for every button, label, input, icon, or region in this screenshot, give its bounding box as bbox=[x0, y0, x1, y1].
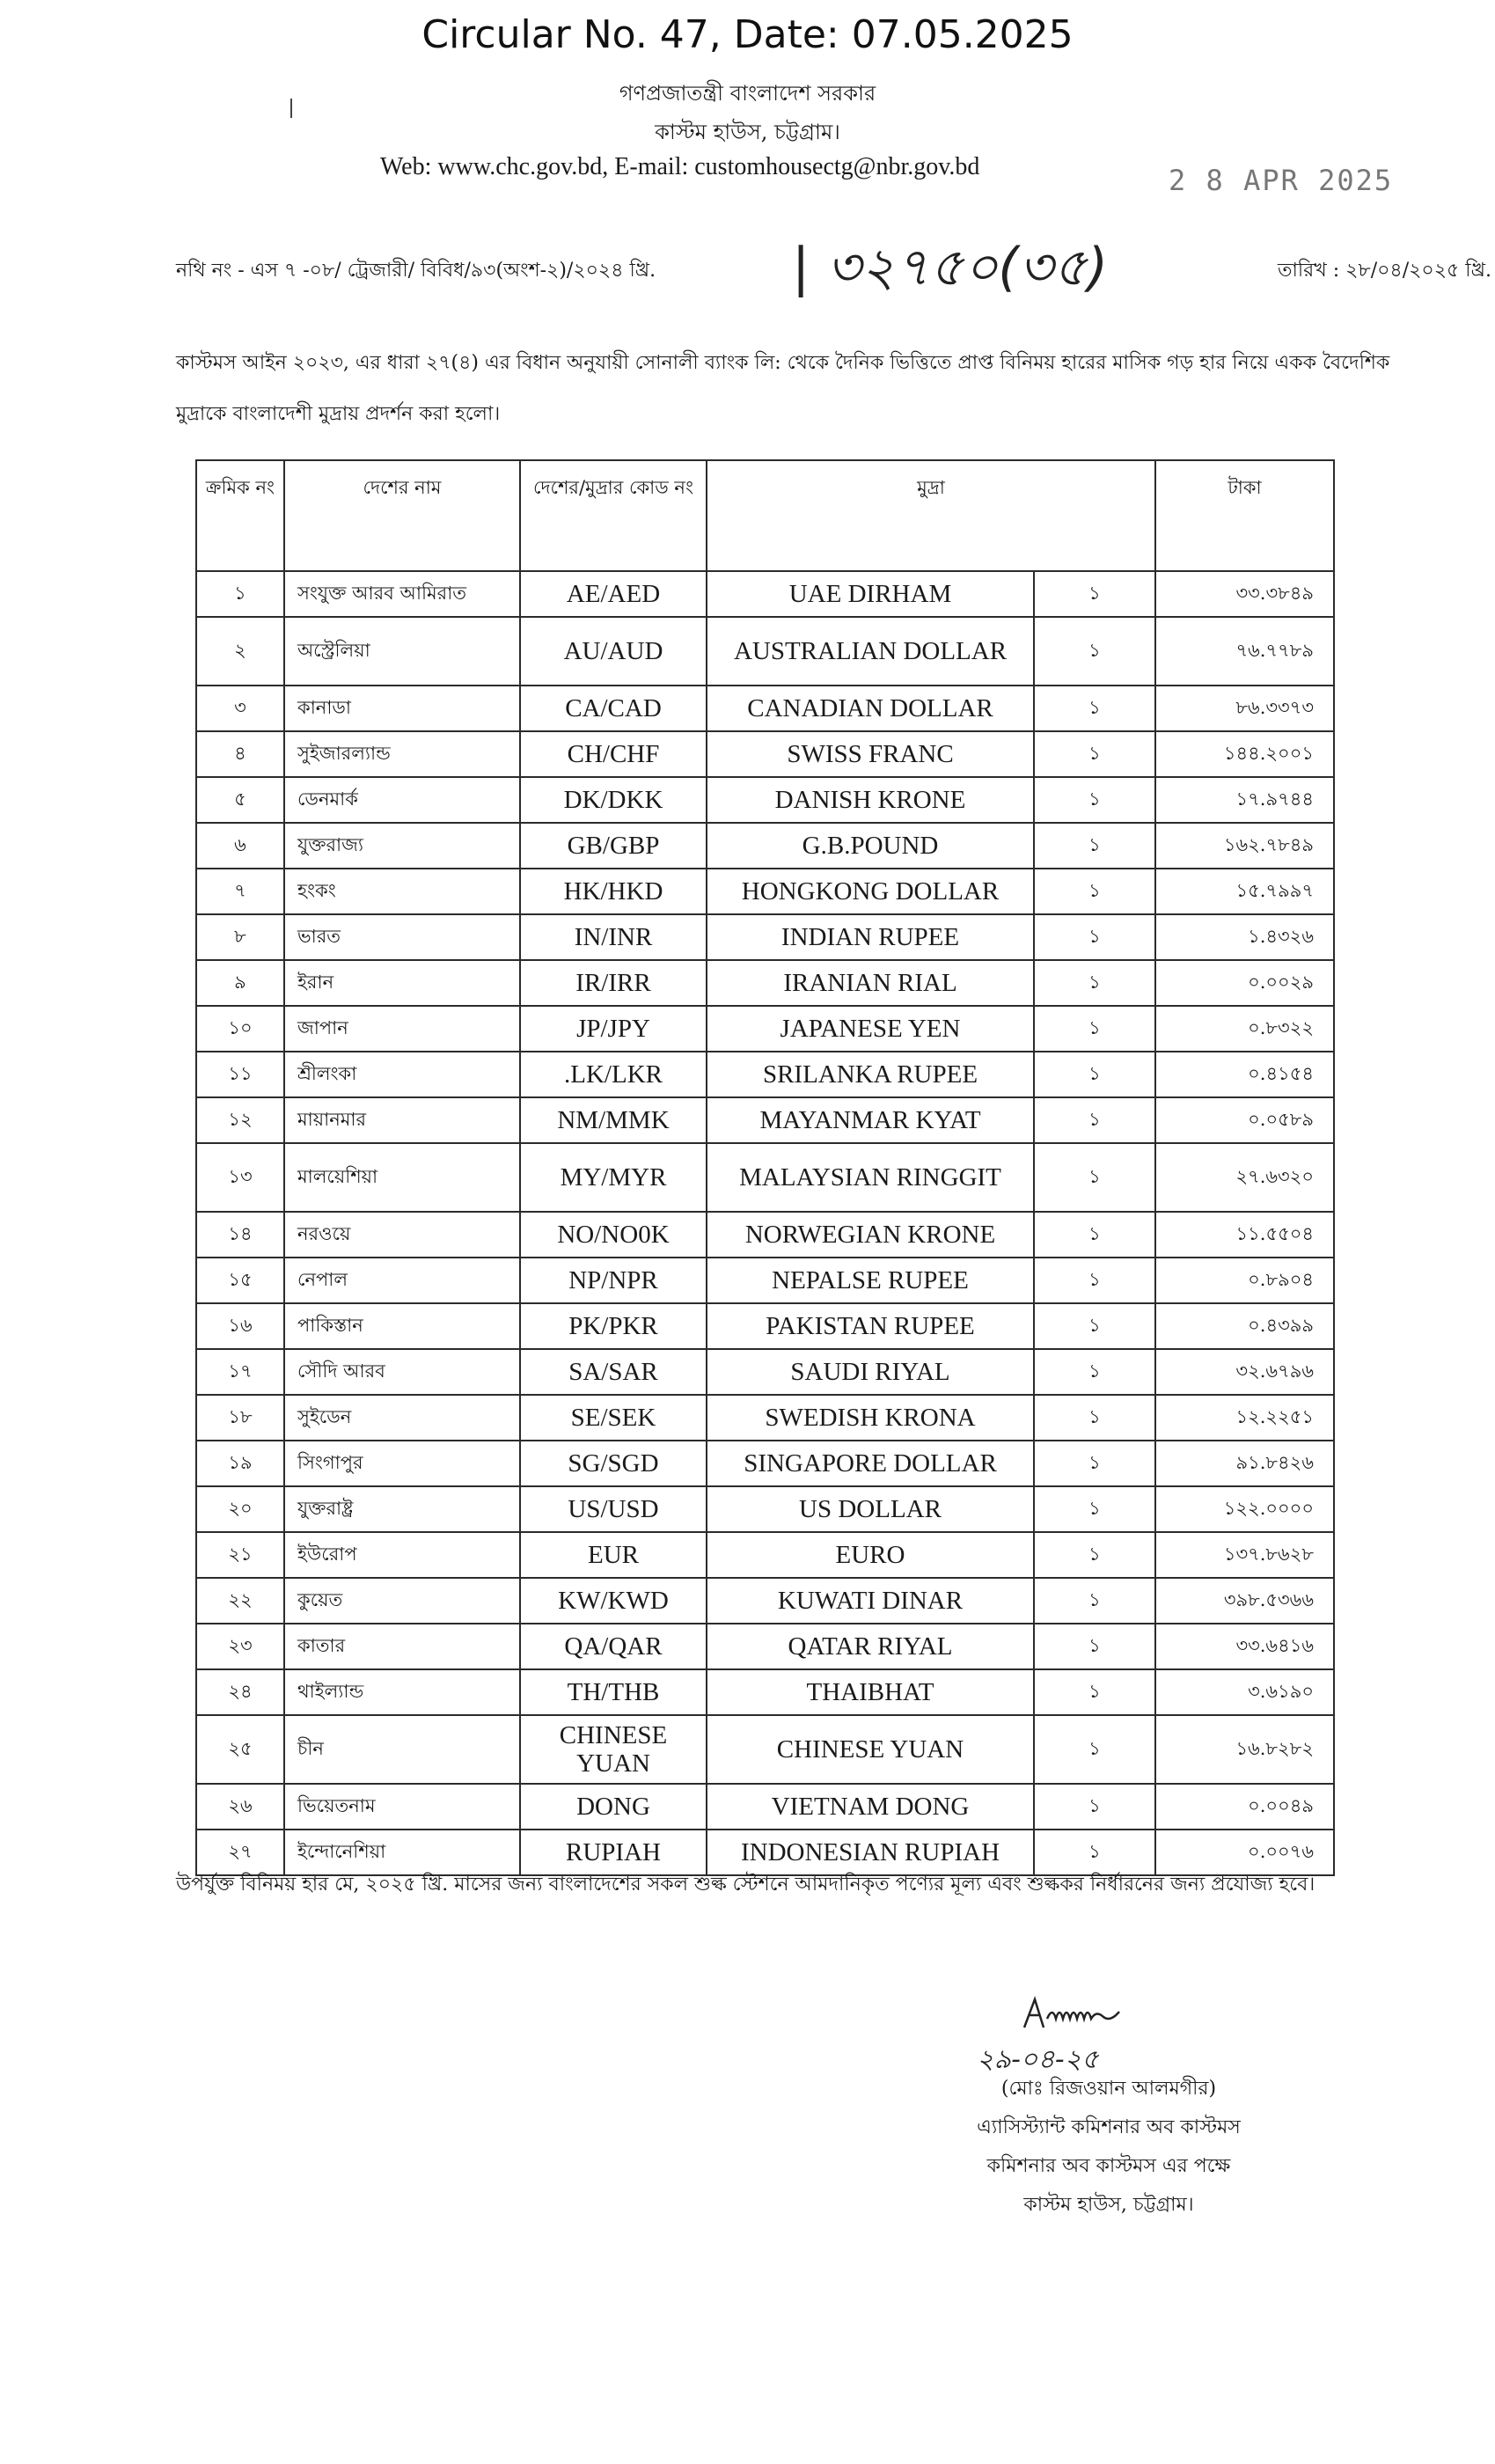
country-cell: মায়ানমার bbox=[284, 1097, 520, 1143]
table-row bbox=[196, 1784, 1334, 1830]
country-cell: সিংগাপুর bbox=[284, 1441, 520, 1486]
memo-number: নথি নং - এস ৭ -০৮/ ট্রেজারী/ বিবিধ/৯৩(অংশ-২)/২০২৪ খ্রি. bbox=[176, 260, 656, 282]
table-row bbox=[196, 1532, 1334, 1578]
code-cell: GB/GBP bbox=[520, 823, 707, 869]
code-cell: TH/THB bbox=[520, 1669, 707, 1715]
serial-cell: ৪ bbox=[196, 731, 284, 777]
currency-cell: NEPALSE RUPEE bbox=[707, 1258, 1034, 1303]
signatory-designation: এ্যাসিস্ট্যান্ট কমিশনার অব কাস্টমস bbox=[977, 2116, 1241, 2138]
code-cell: KW/KWD bbox=[520, 1578, 707, 1624]
currency-cell: VIETNAM DONG bbox=[707, 1784, 1034, 1830]
taka-rate-cell: ০.০০২৯ bbox=[1155, 960, 1334, 1006]
serial-cell: ২০ bbox=[196, 1486, 284, 1532]
code-cell: SG/SGD bbox=[520, 1441, 707, 1486]
serial-cell: ৫ bbox=[196, 777, 284, 823]
code-cell: NM/MMK bbox=[520, 1097, 707, 1143]
serial-cell: ১১ bbox=[196, 1052, 284, 1097]
currency-cell: G.B.POUND bbox=[707, 823, 1034, 869]
taka-rate-cell: ৩২.৬৭৯৬ bbox=[1155, 1349, 1334, 1395]
table-row bbox=[196, 869, 1334, 914]
currency-cell: IRANIAN RIAL bbox=[707, 960, 1034, 1006]
code-cell: QA/QAR bbox=[520, 1624, 707, 1669]
signature-date: ২৯-০৪-২৫ bbox=[977, 2044, 1099, 2075]
country-cell: সুইজারল্যান্ড bbox=[284, 731, 520, 777]
table-row bbox=[196, 1486, 1334, 1532]
header-code: দেশের/মুদ্রার কোড নং bbox=[520, 460, 707, 571]
table-row bbox=[196, 1212, 1334, 1258]
code-cell: RUPIAH bbox=[520, 1830, 707, 1875]
serial-cell: ২৫ bbox=[196, 1715, 284, 1784]
code-cell: PK/PKR bbox=[520, 1303, 707, 1349]
table-row bbox=[196, 731, 1334, 777]
code-cell: CHINESE YUAN bbox=[520, 1715, 707, 1784]
intro-paragraph: কাস্টমস আইন ২০২৩, এর ধারা ২৭(৪) এর বিধান অনুযায়ী সোনালী ব্যাংক লি: থেকে দৈনিক ভিত্তিতে প্রাপ্ত বিনিময় হারের মাসিক গড় হার নিয়ে একক বৈদেশিক মুদ্রাকে বাংলাদেশী মুদ্রায় প্রদর্শন করা হলো। bbox=[176, 352, 1390, 425]
country-cell: পাকিস্তান bbox=[284, 1303, 520, 1349]
serial-cell: ৯ bbox=[196, 960, 284, 1006]
currency-cell: NORWEGIAN KRONE bbox=[707, 1212, 1034, 1258]
taka-rate-cell: ১৬.৮২৮২ bbox=[1155, 1715, 1334, 1784]
currency-cell: US DOLLAR bbox=[707, 1486, 1034, 1532]
country-cell: সুইডেন bbox=[284, 1395, 520, 1441]
table-row bbox=[196, 1624, 1334, 1669]
table-row bbox=[196, 1052, 1334, 1097]
code-cell: AU/AUD bbox=[520, 617, 707, 686]
table-row bbox=[196, 686, 1334, 731]
code-cell: NO/NO0K bbox=[520, 1212, 707, 1258]
table-row bbox=[196, 1143, 1334, 1212]
unit-cell: ১ bbox=[1034, 1006, 1155, 1052]
serial-cell: ১৮ bbox=[196, 1395, 284, 1441]
unit-cell: ১ bbox=[1034, 1669, 1155, 1715]
taka-rate-cell: ০.০০৪৯ bbox=[1155, 1784, 1334, 1830]
code-cell: DONG bbox=[520, 1784, 707, 1830]
header-currency: মুদ্রা bbox=[707, 460, 1155, 571]
table-row bbox=[196, 571, 1334, 617]
unit-cell: ১ bbox=[1034, 777, 1155, 823]
circular-title: Circular No. 47, Date: 07.05.2025 bbox=[421, 12, 1074, 57]
header-country: দেশের নাম bbox=[284, 460, 520, 571]
code-cell: .LK/LKR bbox=[520, 1052, 707, 1097]
taka-rate-cell: ২৭.৬৩২০ bbox=[1155, 1143, 1334, 1212]
serial-cell: ৩ bbox=[196, 686, 284, 731]
taka-rate-cell: ০.০৫৮৯ bbox=[1155, 1097, 1334, 1143]
unit-cell: ১ bbox=[1034, 823, 1155, 869]
currency-cell: THAIBHAT bbox=[707, 1669, 1034, 1715]
code-cell: IR/IRR bbox=[520, 960, 707, 1006]
code-cell: EUR bbox=[520, 1532, 707, 1578]
country-cell: ডেনমার্ক bbox=[284, 777, 520, 823]
unit-cell: ১ bbox=[1034, 1258, 1155, 1303]
unit-cell: ১ bbox=[1034, 1578, 1155, 1624]
table-row bbox=[196, 1303, 1334, 1349]
serial-cell: ৮ bbox=[196, 914, 284, 960]
serial-cell: ১৫ bbox=[196, 1258, 284, 1303]
country-cell: সৌদি আরব bbox=[284, 1349, 520, 1395]
unit-cell: ১ bbox=[1034, 869, 1155, 914]
table-row bbox=[196, 777, 1334, 823]
taka-rate-cell: ৮৬.৩৩৭৩ bbox=[1155, 686, 1334, 731]
code-cell: US/USD bbox=[520, 1486, 707, 1532]
country-cell: সংযুক্ত আরব আমিরাত bbox=[284, 571, 520, 617]
country-cell: যুক্তরাজ্য bbox=[284, 823, 520, 869]
taka-rate-cell: ৩৩.৩৮৪৯ bbox=[1155, 571, 1334, 617]
currency-cell: HONGKONG DOLLAR bbox=[707, 869, 1034, 914]
taka-rate-cell: ৭৬.৭৭৮৯ bbox=[1155, 617, 1334, 686]
currency-cell: MAYANMAR KYAT bbox=[707, 1097, 1034, 1143]
taka-rate-cell: ৩.৬১৯০ bbox=[1155, 1669, 1334, 1715]
code-cell: JP/JPY bbox=[520, 1006, 707, 1052]
taka-rate-cell: ৩৯৮.৫৩৬৬ bbox=[1155, 1578, 1334, 1624]
country-cell: ইরান bbox=[284, 960, 520, 1006]
table-header-row bbox=[196, 460, 1334, 571]
serial-cell: ১৯ bbox=[196, 1441, 284, 1486]
currency-cell: SAUDI RIYAL bbox=[707, 1349, 1034, 1395]
serial-cell: ১৪ bbox=[196, 1212, 284, 1258]
table-row bbox=[196, 960, 1334, 1006]
code-cell: SE/SEK bbox=[520, 1395, 707, 1441]
country-cell: শ্রীলংকা bbox=[284, 1052, 520, 1097]
table-row bbox=[196, 1097, 1334, 1143]
currency-cell: CHINESE YUAN bbox=[707, 1715, 1034, 1784]
taka-rate-cell: ০.৪১৫৪ bbox=[1155, 1052, 1334, 1097]
serial-cell: ২৩ bbox=[196, 1624, 284, 1669]
country-cell: জাপান bbox=[284, 1006, 520, 1052]
unit-cell: ১ bbox=[1034, 1715, 1155, 1784]
currency-cell: AUSTRALIAN DOLLAR bbox=[707, 617, 1034, 686]
header-taka: টাকা bbox=[1155, 460, 1334, 571]
currency-cell: PAKISTAN RUPEE bbox=[707, 1303, 1034, 1349]
office-name: কাস্টম হাউস, চট্টগ্রাম। bbox=[655, 120, 840, 144]
unit-cell: ১ bbox=[1034, 1303, 1155, 1349]
serial-cell: ২২ bbox=[196, 1578, 284, 1624]
memo-date: তারিখ : ২৮/০৪/২০২৫ খ্রি. bbox=[1278, 260, 1491, 282]
signatory-name: (মোঃ রিজওয়ান আলমগীর) bbox=[1000, 2078, 1217, 2100]
country-cell: মালয়েশিয়া bbox=[284, 1143, 520, 1212]
currency-cell: KUWATI DINAR bbox=[707, 1578, 1034, 1624]
table-row bbox=[196, 1349, 1334, 1395]
taka-rate-cell: ০.৮৩২২ bbox=[1155, 1006, 1334, 1052]
unit-cell: ১ bbox=[1034, 731, 1155, 777]
exchange-rate-table bbox=[195, 459, 1335, 1876]
currency-cell: SWEDISH KRONA bbox=[707, 1395, 1034, 1441]
serial-cell: ১ bbox=[196, 571, 284, 617]
code-cell: SA/SAR bbox=[520, 1349, 707, 1395]
unit-cell: ১ bbox=[1034, 1349, 1155, 1395]
taka-rate-cell: ০.০০৭৬ bbox=[1155, 1830, 1334, 1875]
country-cell: ভিয়েতনাম bbox=[284, 1784, 520, 1830]
table-row bbox=[196, 1441, 1334, 1486]
country-cell: থাইল্যান্ড bbox=[284, 1669, 520, 1715]
header-serial: ক্রমিক নং bbox=[196, 460, 284, 571]
unit-cell: ১ bbox=[1034, 1052, 1155, 1097]
serial-cell: ৭ bbox=[196, 869, 284, 914]
serial-cell: ১৬ bbox=[196, 1303, 284, 1349]
unit-cell: ১ bbox=[1034, 914, 1155, 960]
unit-cell: ১ bbox=[1034, 1212, 1155, 1258]
currency-cell: MALAYSIAN RINGGIT bbox=[707, 1143, 1034, 1212]
currency-cell: INDIAN RUPEE bbox=[707, 914, 1034, 960]
serial-cell: ২৭ bbox=[196, 1830, 284, 1875]
unit-cell: ১ bbox=[1034, 617, 1155, 686]
signatory-office: কাস্টম হাউস, চট্টগ্রাম। bbox=[1023, 2194, 1194, 2216]
taka-rate-cell: ১৪৪.২০০১ bbox=[1155, 731, 1334, 777]
country-cell: অস্ট্রেলিয়া bbox=[284, 617, 520, 686]
serial-cell: ১২ bbox=[196, 1097, 284, 1143]
table-body bbox=[196, 571, 1334, 1875]
code-cell: IN/INR bbox=[520, 914, 707, 960]
serial-cell: ৬ bbox=[196, 823, 284, 869]
unit-cell: ১ bbox=[1034, 1395, 1155, 1441]
country-cell: কাতার bbox=[284, 1624, 520, 1669]
serial-cell: ২৪ bbox=[196, 1669, 284, 1715]
signature bbox=[1021, 1992, 1153, 2044]
taka-rate-cell: ১১.৫৫০৪ bbox=[1155, 1212, 1334, 1258]
government-name: গণপ্রজাতন্ত্রী বাংলাদেশ সরকার bbox=[619, 81, 876, 106]
unit-cell: ১ bbox=[1034, 1784, 1155, 1830]
taka-rate-cell: ১২২.০০০০ bbox=[1155, 1486, 1334, 1532]
currency-cell: DANISH KRONE bbox=[707, 777, 1034, 823]
taka-rate-cell: ১২.২২৫১ bbox=[1155, 1395, 1334, 1441]
country-cell: কানাডা bbox=[284, 686, 520, 731]
taka-rate-cell: ১৩৭.৮৬২৮ bbox=[1155, 1532, 1334, 1578]
unit-cell: ১ bbox=[1034, 960, 1155, 1006]
signature-scribble bbox=[1021, 1992, 1153, 2036]
serial-cell: ২ bbox=[196, 617, 284, 686]
currency-cell: CANADIAN DOLLAR bbox=[707, 686, 1034, 731]
code-cell: NP/NPR bbox=[520, 1258, 707, 1303]
table-row bbox=[196, 1395, 1334, 1441]
country-cell: ভারত bbox=[284, 914, 520, 960]
country-cell: কুয়েত bbox=[284, 1578, 520, 1624]
currency-cell: QATAR RIYAL bbox=[707, 1624, 1034, 1669]
currency-cell: JAPANESE YEN bbox=[707, 1006, 1034, 1052]
country-cell: হংকং bbox=[284, 869, 520, 914]
code-cell: CA/CAD bbox=[520, 686, 707, 731]
currency-cell: INDONESIAN RUPIAH bbox=[707, 1830, 1034, 1875]
unit-cell: ১ bbox=[1034, 1532, 1155, 1578]
taka-rate-cell: ১.৪৩২৬ bbox=[1155, 914, 1334, 960]
serial-cell: ১৭ bbox=[196, 1349, 284, 1395]
unit-cell: ১ bbox=[1034, 1441, 1155, 1486]
taka-rate-cell: ১৬২.৭৮৪৯ bbox=[1155, 823, 1334, 869]
taka-rate-cell: ১৫.৭৯৯৭ bbox=[1155, 869, 1334, 914]
taka-rate-cell: ৩৩.৬৪১৬ bbox=[1155, 1624, 1334, 1669]
country-cell: যুক্তরাষ্ট্র bbox=[284, 1486, 520, 1532]
code-cell: MY/MYR bbox=[520, 1143, 707, 1212]
table-row bbox=[196, 1669, 1334, 1715]
unit-cell: ১ bbox=[1034, 686, 1155, 731]
country-cell: নরওয়ে bbox=[284, 1212, 520, 1258]
unit-cell: ১ bbox=[1034, 1143, 1155, 1212]
taka-rate-cell: ০.৮৯০৪ bbox=[1155, 1258, 1334, 1303]
table-row bbox=[196, 1006, 1334, 1052]
table-row bbox=[196, 1578, 1334, 1624]
received-date-stamp: 2 8 APR 2025 bbox=[1169, 164, 1394, 197]
serial-cell: ১০ bbox=[196, 1006, 284, 1052]
country-cell: ইন্দোনেশিয়া bbox=[284, 1830, 520, 1875]
unit-cell: ১ bbox=[1034, 1486, 1155, 1532]
unit-cell: ১ bbox=[1034, 1830, 1155, 1875]
serial-cell: ১৩ bbox=[196, 1143, 284, 1212]
signatory-on-behalf: কমিশনার অব কাস্টমস এর পক্ষে bbox=[986, 2155, 1231, 2177]
currency-cell: EURO bbox=[707, 1532, 1034, 1578]
table-row bbox=[196, 914, 1334, 960]
contact-line: Web: www.chc.gov.bd, E-mail: customhousectg@nbr.gov.bd bbox=[380, 153, 980, 180]
country-cell: চীন bbox=[284, 1715, 520, 1784]
unit-cell: ১ bbox=[1034, 571, 1155, 617]
handwritten-memo-number: | ৩২৭৫০(৩৫) bbox=[792, 237, 1109, 298]
taka-rate-cell: ০.৪৩৯৯ bbox=[1155, 1303, 1334, 1349]
serial-cell: ২১ bbox=[196, 1532, 284, 1578]
country-cell: ইউরোপ bbox=[284, 1532, 520, 1578]
taka-rate-cell: ৯১.৮৪২৬ bbox=[1155, 1441, 1334, 1486]
serial-cell: ২৬ bbox=[196, 1784, 284, 1830]
country-cell: নেপাল bbox=[284, 1258, 520, 1303]
unit-cell: ১ bbox=[1034, 1097, 1155, 1143]
table-row bbox=[196, 823, 1334, 869]
currency-cell: SWISS FRANC bbox=[707, 731, 1034, 777]
closing-paragraph: উপর্যুক্ত বিনিময় হার মে, ২০২৫ খ্রি. মাসের জন্য বাংলাদেশের সকল শুল্ক স্টেশনে আমদানিকৃত পণ্যের মূল্য এবং শুল্ককর নির্ধারনের জন্য প্রযোজ্য হবে। bbox=[176, 1874, 1315, 1896]
code-cell: CH/CHF bbox=[520, 731, 707, 777]
taka-rate-cell: ১৭.৯৭৪৪ bbox=[1155, 777, 1334, 823]
currency-cell: SRILANKA RUPEE bbox=[707, 1052, 1034, 1097]
code-cell: HK/HKD bbox=[520, 869, 707, 914]
table-row bbox=[196, 1715, 1334, 1784]
table-row bbox=[196, 617, 1334, 686]
unit-cell: ১ bbox=[1034, 1624, 1155, 1669]
code-cell: DK/DKK bbox=[520, 777, 707, 823]
currency-cell: SINGAPORE DOLLAR bbox=[707, 1441, 1034, 1486]
code-cell: AE/AED bbox=[520, 571, 707, 617]
table-row bbox=[196, 1258, 1334, 1303]
currency-cell: UAE DIRHAM bbox=[707, 571, 1034, 617]
